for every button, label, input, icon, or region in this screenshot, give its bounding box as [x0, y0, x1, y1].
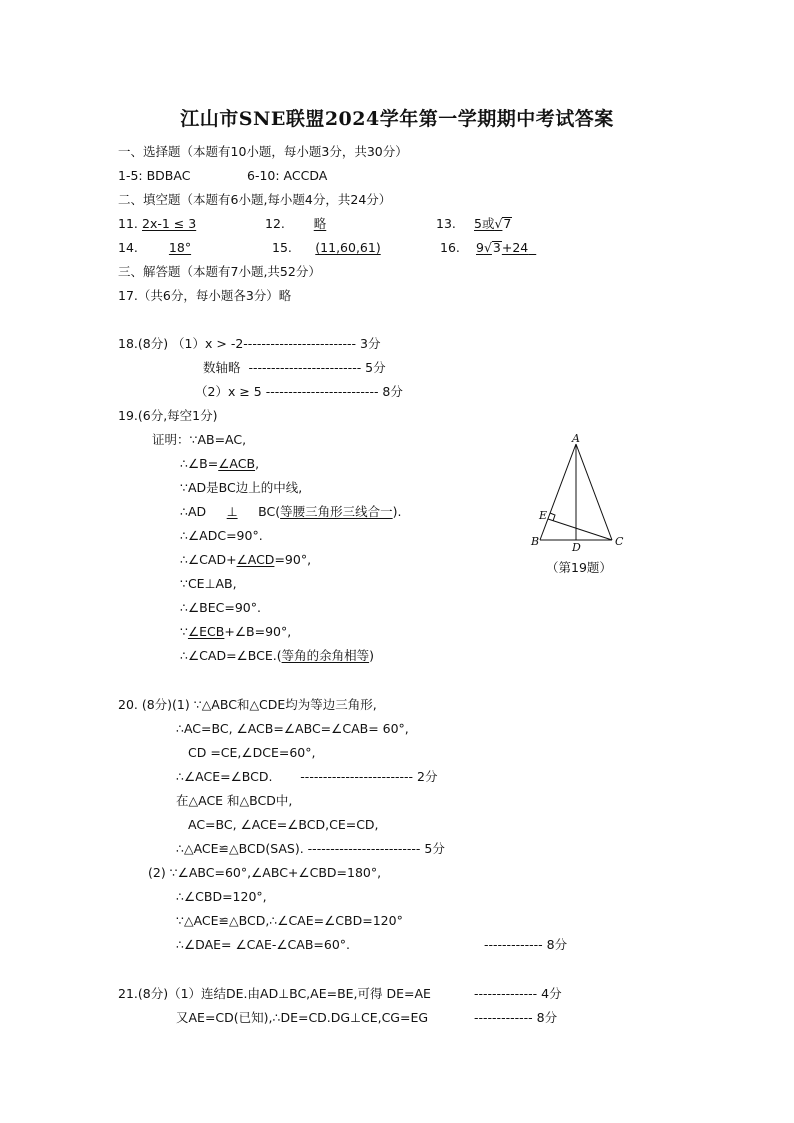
q19-figure-caption: （第19题）	[546, 560, 612, 575]
q13-number: 13.	[436, 216, 456, 231]
section3-heading: 三、解答题（本题有7小题,共52分）	[118, 264, 321, 279]
q16-answer: 9√3+24	[476, 240, 529, 255]
q19-l10-c: )	[369, 648, 374, 663]
q11-answer: 2x-1 ≤ 3	[142, 216, 197, 231]
altitude-ce	[548, 519, 612, 540]
q19-l4-a: ∴AD	[180, 504, 207, 519]
q19-line-8: ∴∠BEC=90°.	[180, 600, 261, 615]
q21-line-1-score: -------------- 4分	[474, 986, 562, 1001]
q13-answer: 5或√7	[474, 216, 512, 231]
q20-line-10: ∵△ACE≌△BCD,∴∠CAE=∠CBD=120°	[176, 913, 403, 928]
q19-line-10	[180, 648, 374, 664]
q19-l4-c: BC(	[258, 504, 281, 519]
q20-line-7: ∴△ACE≌△BCD(SAS). ------------------------- 5分	[176, 841, 445, 856]
q19-l4-e: ).	[392, 504, 402, 519]
q19-line-4	[180, 504, 401, 520]
q19-blank-3: 等腰三角形三线合一	[280, 504, 393, 519]
mc-answers-1-5: 1-5: BDBAC	[118, 168, 191, 183]
label-b: B	[531, 535, 540, 548]
q20-line-2: ∴AC=BC, ∠ACB=∠ABC=∠CAB= 60°,	[176, 721, 409, 736]
q21-line-2: 又AE=CD(已知),∴DE=CD.DG⊥CE,CG=EG	[176, 1010, 429, 1025]
q16-answer-coef: 9	[476, 240, 484, 255]
q20-line-5: 在△ACE 和△BCD中,	[176, 793, 293, 808]
side-ab	[540, 444, 576, 540]
q19-line-3: ∵AD是BC边上的中线,	[180, 480, 303, 495]
q13-answer-text: 5或	[474, 216, 495, 231]
q21-line-2-score: ------------- 8分	[474, 1010, 558, 1025]
q16-number: 16.	[440, 240, 460, 255]
q16-answer-const: +24	[501, 240, 529, 255]
label-c: C	[615, 535, 624, 548]
q12-number: 12.	[265, 216, 285, 231]
q15-answer: (11,60,61)	[315, 240, 381, 255]
q15-number: 15.	[272, 240, 292, 255]
q19-line-9	[180, 624, 291, 640]
q19-line-2	[180, 456, 259, 472]
section2-heading: 二、填空题（本题有6小题,每小题4分，共24分）	[118, 192, 392, 207]
mc-answers-6-10: 6-10: ACCDA	[247, 168, 328, 183]
q19-triangle-figure	[528, 432, 632, 552]
q14-number: 14.	[118, 240, 138, 255]
q19-l9-c: +∠B=90°,	[224, 624, 292, 639]
side-ac	[576, 444, 612, 540]
q20-line-8: (2) ∵∠ABC=60°,∠ABC+∠CBD=180°,	[148, 865, 382, 880]
q20-line-6: AC=BC, ∠ACE=∠BCD,CE=CD,	[188, 817, 379, 832]
q18-line-1: 18.(8分) （1）x > -2------------------------- 3分	[118, 336, 381, 351]
q20-line-1: 20. (8分)(1) ∵△ABC和△CDE均为等边三角形,	[118, 697, 377, 712]
q19-header: 19.(6分,每空1分)	[118, 408, 218, 423]
q19-blank-5: ∠ECB	[187, 624, 225, 639]
q19-l2-a: ∴∠B=	[180, 456, 219, 471]
q20-line-3: CD =CE,∠DCE=60°,	[188, 745, 316, 760]
label-d: D	[572, 541, 581, 552]
q14-answer: 18°	[168, 240, 192, 255]
label-e: E	[539, 509, 548, 522]
q19-l2-c: ,	[255, 456, 260, 471]
q19-blank-6: 等角的余角相等	[281, 648, 370, 663]
q13-sqrt: 7	[503, 216, 512, 231]
q16-sqrt: 3	[492, 240, 501, 255]
q20-line-11-score: ------------- 8分	[484, 937, 568, 952]
q19-blank-1: ∠ACB	[218, 456, 256, 471]
q18-line-3: （2）x ≥ 5 ------------------------- 8分	[195, 384, 403, 399]
q19-line-6	[180, 552, 311, 568]
q20-line-9: ∴∠CBD=120°,	[176, 889, 267, 904]
q19-blank-4: ∠ACD	[236, 552, 275, 567]
q19-l6-a: ∴∠CAD+	[180, 552, 237, 567]
q19-l9-a: ∵	[180, 624, 188, 639]
q19-line-5: ∴∠ADC=90°.	[180, 528, 263, 543]
q19-blank-2: ⊥	[226, 504, 238, 519]
q12-answer: 略	[313, 216, 327, 231]
q19-line-1: 证明：∵AB=AC,	[152, 432, 247, 447]
q19-line-7: ∵CE⊥AB,	[180, 576, 237, 591]
q21-line-1: 21.(8分)（1）连结DE.由AD⊥BC,AE=BE,可得 DE=AE	[118, 986, 431, 1001]
q20-line-4: ∴∠ACE=∠BCD. ------------------------- 2分	[176, 769, 438, 784]
q18-line-2: 数轴略 ------------------------- 5分	[203, 360, 386, 375]
section1-heading: 一、选择题（本题有10小题，每小题3分，共30分）	[118, 144, 408, 159]
q17-line: 17.（共6分，每小题各3分）略	[118, 288, 292, 303]
q19-l6-c: =90°,	[274, 552, 312, 567]
label-a: A	[572, 432, 580, 445]
q19-l10-a: ∴∠CAD=∠BCE.(	[180, 648, 282, 663]
q11-number: 11.	[118, 216, 138, 231]
q20-line-11: ∴∠DAE= ∠CAE-∠CAB=60°.	[176, 937, 351, 952]
page-title: 江山市SNE联盟2024学年第一学期期中考试答案	[180, 108, 614, 130]
